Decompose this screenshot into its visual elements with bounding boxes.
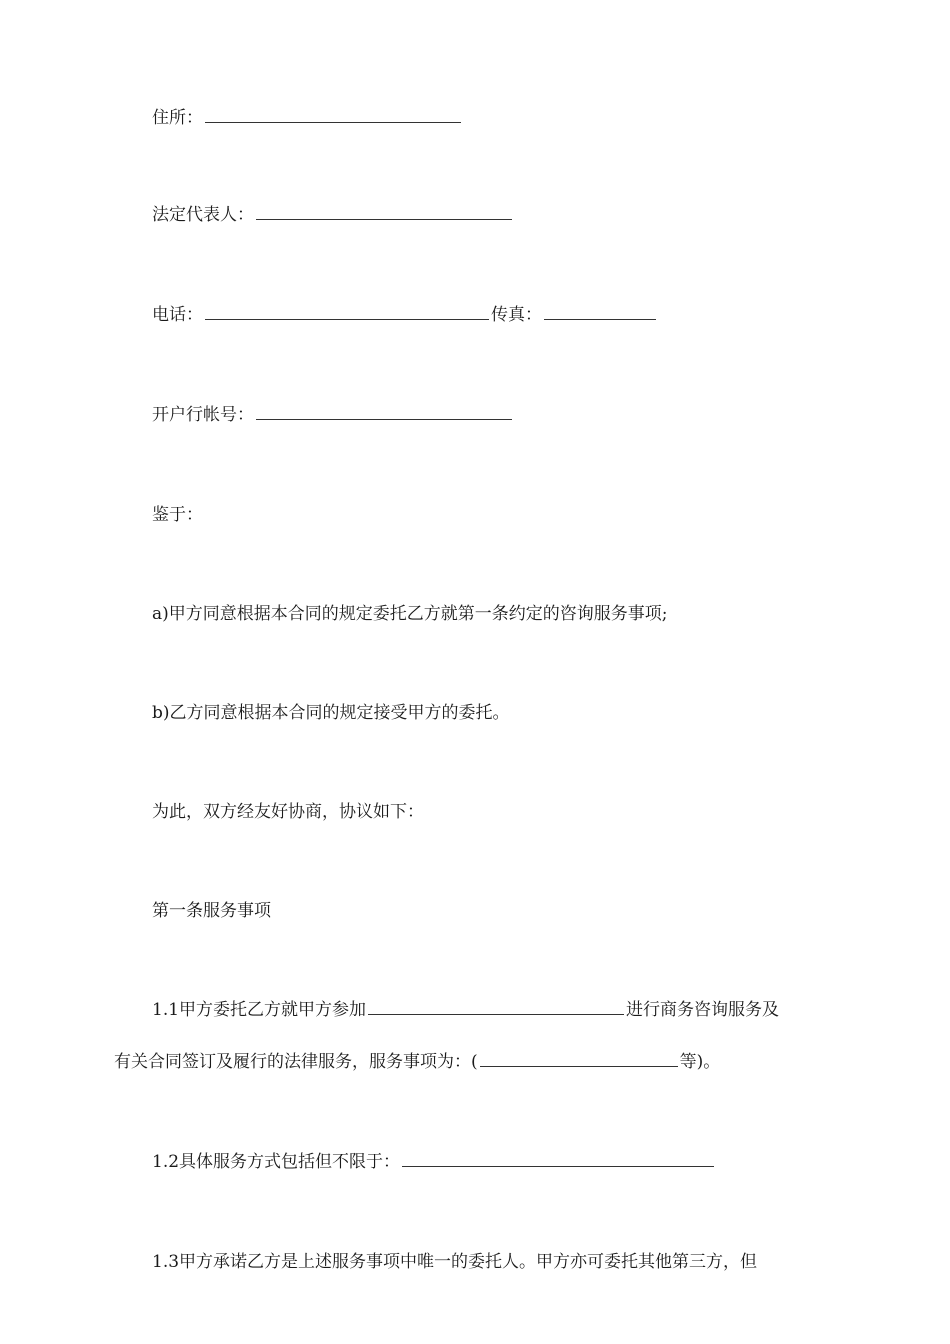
agreement-statement: 为此，双方经友好协商，协议如下：: [152, 802, 424, 822]
clause-1-1-cont-end: 等)。: [679, 1052, 721, 1072]
phone-blank[interactable]: [205, 305, 489, 320]
clause-1-2-text: 1.2具体服务方式包括但不限于：: [152, 1152, 401, 1172]
bank-account-blank[interactable]: [256, 405, 512, 420]
legal-rep-blank[interactable]: [256, 205, 512, 220]
recital-b: b)乙方同意根据本合同的规定接受甲方的委托。: [152, 703, 510, 723]
recital-a: a)甲方同意根据本合同的规定委托乙方就第一条约定的咨询服务事项;: [152, 604, 668, 624]
clause-1-1-start: 1.1甲方委托乙方就甲方参加: [152, 1000, 367, 1020]
recitals-heading: 鉴于：: [152, 505, 203, 525]
phone-fax-line: [152, 303, 658, 327]
address-line: [152, 106, 463, 130]
clause-1-3: 1.3甲方承诺乙方是上述服务事项中唯一的委托人。甲方亦可委托其他第三方，但: [152, 1252, 758, 1272]
bank-account-label: 开户行帐号：: [152, 405, 254, 425]
legal-rep-line: [152, 203, 514, 227]
address-label: 住所：: [152, 108, 203, 128]
fax-blank[interactable]: [544, 305, 656, 320]
article-1-title: 第一条服务事项: [152, 901, 271, 921]
clause-1-1-continued: [114, 1050, 720, 1074]
clause-1-1-items-blank[interactable]: [480, 1052, 678, 1067]
address-blank[interactable]: [205, 108, 461, 123]
bank-account-line: [152, 403, 514, 427]
clause-1-1-cont-start: 有关合同签订及履行的法律服务，服务事项为：(: [114, 1052, 478, 1072]
clause-1-2: [152, 1150, 716, 1174]
phone-label: 电话：: [152, 305, 203, 325]
clause-1-1: [152, 998, 779, 1022]
clause-1-2-blank[interactable]: [402, 1152, 714, 1167]
fax-label: 传真：: [491, 305, 542, 325]
legal-rep-label: 法定代表人：: [152, 205, 254, 225]
clause-1-1-end: 进行商务咨询服务及: [626, 1000, 780, 1020]
clause-1-1-event-blank[interactable]: [368, 1000, 624, 1015]
